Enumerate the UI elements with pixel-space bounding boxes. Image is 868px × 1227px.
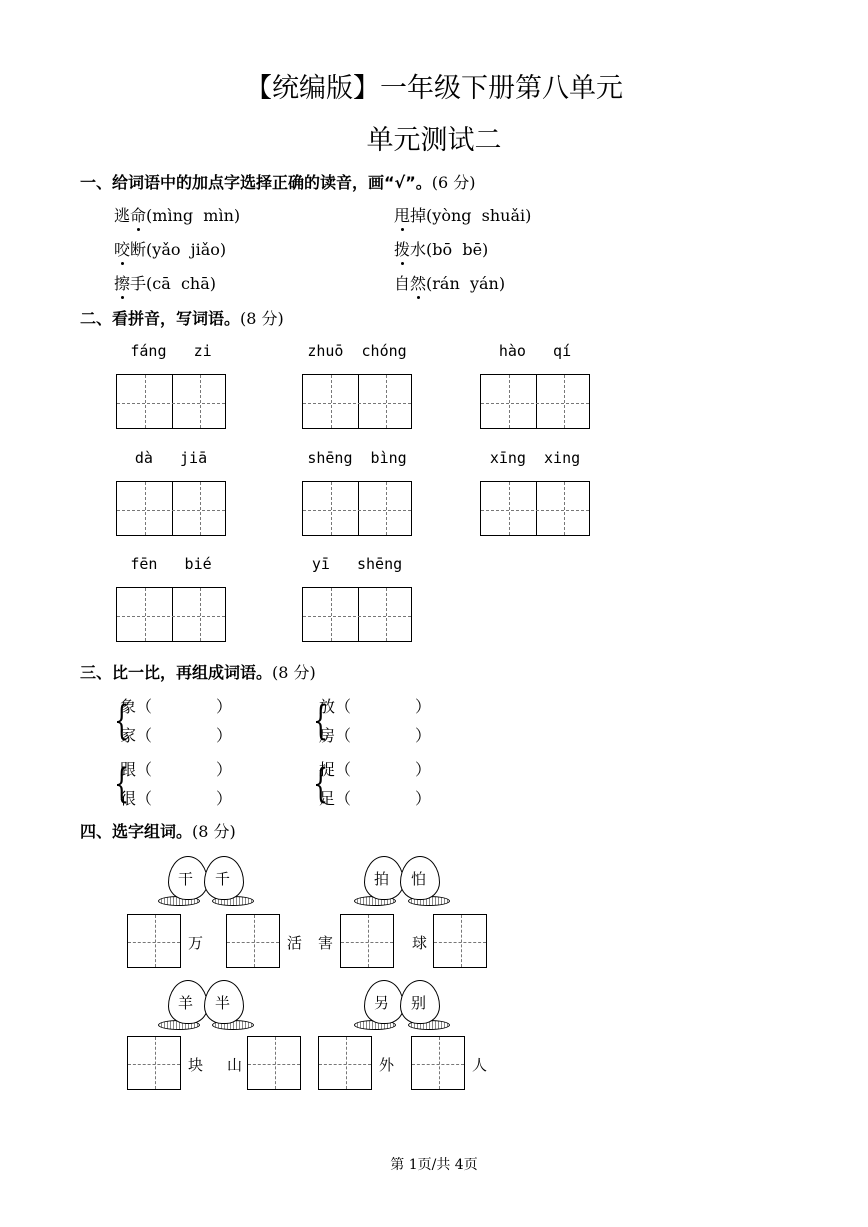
choice-char: 拍 (374, 870, 390, 888)
blank-close: ） (415, 789, 432, 808)
grid-dash (200, 375, 201, 428)
pinyin-options[interactable]: (rán yán) (426, 274, 506, 293)
grid-dash (254, 915, 255, 967)
grid-dash (155, 915, 156, 967)
compare-row (120, 755, 232, 784)
given-char: 山 (227, 1056, 243, 1074)
grid-separator (358, 375, 359, 428)
grid-separator (172, 375, 173, 428)
grid-dash (481, 403, 589, 404)
writing-grid[interactable] (302, 374, 412, 429)
compare-row (319, 721, 431, 750)
grid-dash (331, 588, 332, 641)
grid-dash (386, 375, 387, 428)
grid-dash (145, 482, 146, 535)
grid-separator (536, 375, 537, 428)
grid-dash (128, 1064, 180, 1065)
word-char: 掉 (410, 206, 427, 225)
compare-row (120, 692, 232, 721)
answer-box[interactable] (318, 1036, 372, 1090)
section-4-heading: 四、选字组词。(8 分) (80, 822, 236, 841)
grid-dash (200, 482, 201, 535)
pinyin-options[interactable]: (cā chā) (146, 274, 216, 293)
section-2-heading: 二、看拼音，写词语。(8 分) (80, 309, 284, 328)
section-3-heading: 三、比一比，再组成词语。(8 分) (80, 663, 316, 682)
grid-separator (536, 482, 537, 535)
answer-box[interactable] (340, 914, 394, 968)
grid-dash (412, 1064, 464, 1065)
choice-char: 千 (215, 870, 231, 888)
compare-row (120, 721, 232, 750)
grid-dash (248, 1064, 300, 1065)
compare-row (319, 755, 431, 784)
pronunciation-item (394, 203, 531, 226)
grid-dash (155, 1037, 156, 1089)
compare-row (120, 784, 232, 813)
blank-close: ） (415, 760, 432, 779)
grid-dash (434, 942, 486, 943)
grid-dash (200, 588, 201, 641)
grid-dash (275, 1037, 276, 1089)
blank-close: ） (216, 726, 233, 745)
word-char: 逃 (114, 206, 131, 225)
writing-grid[interactable] (116, 374, 226, 429)
pinyin-label: dà jiā (134, 449, 208, 467)
brace-mark: { (114, 761, 130, 807)
grid-dash (303, 510, 411, 511)
choice-char: 怕 (411, 870, 427, 888)
answer-box[interactable] (226, 914, 280, 968)
pinyin-label: xīng xing (489, 449, 581, 467)
brace-mark: { (114, 698, 130, 744)
answer-box[interactable] (127, 1036, 181, 1090)
page-footer: 第 1页/共 4页 (390, 1157, 478, 1173)
grid-dash (331, 375, 332, 428)
grid-dash (227, 942, 279, 943)
grid-dash (341, 942, 393, 943)
blank-close: ） (216, 789, 233, 808)
answer-box[interactable] (433, 914, 487, 968)
compare-row (319, 692, 431, 721)
choice-char: 另 (374, 994, 390, 1012)
word-char: 然 (410, 274, 427, 293)
word-char: 自 (394, 274, 411, 293)
given-char: 块 (188, 1056, 204, 1074)
peach-choice (354, 856, 450, 908)
word-char: 断 (130, 240, 147, 259)
grid-dash (564, 375, 565, 428)
peach-choice (158, 980, 254, 1032)
given-char: 人 (472, 1056, 488, 1074)
compare-char: 放（ (319, 697, 352, 716)
writing-grid[interactable] (302, 587, 412, 642)
pinyin-options[interactable]: (yǎo jiǎo) (146, 240, 227, 259)
given-char: 害 (318, 934, 334, 952)
choice-char: 羊 (178, 994, 194, 1012)
pinyin-label: fēn bié (130, 555, 212, 573)
pinyin-label: fáng zi (130, 342, 212, 360)
page-subtitle: 单元测试二 (366, 125, 502, 156)
grid-dash (386, 588, 387, 641)
word-char: 咬 (114, 240, 131, 259)
pronunciation-item (114, 203, 240, 226)
page-title: 【统编版】一年级下册第八单元 (245, 73, 623, 104)
section-1-heading: 一、给词语中的加点字选择正确的读音，画“√”。(6 分) (80, 173, 476, 192)
grid-dash (145, 375, 146, 428)
grid-dash (386, 482, 387, 535)
grid-dash (368, 915, 369, 967)
pinyin-options[interactable]: (yòng shuǎi) (426, 206, 532, 225)
grid-dash (331, 482, 332, 535)
choice-char: 别 (411, 994, 427, 1012)
pronunciation-item (394, 271, 505, 294)
peach-choice (158, 856, 254, 908)
grid-dash (145, 588, 146, 641)
grid-dash (117, 403, 225, 404)
word-char: 甩 (394, 206, 411, 225)
pinyin-label: yī shēng (311, 555, 403, 573)
compare-char: 很（ (120, 789, 153, 808)
choice-char: 半 (215, 994, 231, 1012)
given-char: 万 (188, 934, 204, 952)
pronunciation-item (114, 237, 226, 260)
answer-box[interactable] (127, 914, 181, 968)
compare-char: 家（ (120, 726, 153, 745)
choice-char: 干 (178, 870, 194, 888)
grid-separator (358, 482, 359, 535)
compare-char: 房（ (319, 726, 352, 745)
pinyin-options[interactable]: (bō bē) (426, 240, 489, 259)
pinyin-label: shēng bìng (307, 449, 407, 467)
pinyin-options[interactable]: (mìng mìn) (146, 206, 241, 225)
grid-dash (439, 1037, 440, 1089)
grid-dash (564, 482, 565, 535)
brace-mark: { (313, 698, 329, 744)
writing-grid[interactable] (116, 587, 226, 642)
peach-choice (354, 980, 450, 1032)
blank-close: ） (216, 697, 233, 716)
writing-grid[interactable] (480, 374, 590, 429)
compare-char: 象（ (120, 697, 153, 716)
compare-char: 足（ (319, 789, 352, 808)
grid-separator (358, 588, 359, 641)
pinyin-label: zhuō chóng (307, 342, 407, 360)
compare-row (319, 784, 431, 813)
grid-dash (117, 510, 225, 511)
grid-separator (172, 588, 173, 641)
pinyin-label: hào qí (498, 342, 572, 360)
answer-box[interactable] (247, 1036, 301, 1090)
word-char: 手 (130, 274, 147, 293)
compare-char: 跟（ (120, 760, 153, 779)
grid-dash (481, 510, 589, 511)
word-char: 命 (130, 206, 147, 225)
given-char: 活 (287, 934, 303, 952)
word-char: 水 (410, 240, 427, 259)
given-char: 外 (379, 1056, 395, 1074)
compare-char: 捉（ (319, 760, 352, 779)
blank-close: ） (415, 726, 432, 745)
given-char: 球 (412, 934, 428, 952)
grid-dash (509, 375, 510, 428)
pronunciation-item (114, 271, 216, 294)
grid-dash (303, 403, 411, 404)
grid-dash (461, 915, 462, 967)
word-char: 拨 (394, 240, 411, 259)
writing-grid[interactable] (480, 481, 590, 536)
grid-dash (346, 1037, 347, 1089)
grid-dash (319, 1064, 371, 1065)
word-char: 擦 (114, 274, 131, 293)
answer-box[interactable] (411, 1036, 465, 1090)
grid-separator (172, 482, 173, 535)
grid-dash (128, 942, 180, 943)
blank-close: ） (415, 697, 432, 716)
grid-dash (117, 616, 225, 617)
blank-close: ） (216, 760, 233, 779)
writing-grid[interactable] (302, 481, 412, 536)
grid-dash (509, 482, 510, 535)
writing-grid[interactable] (116, 481, 226, 536)
brace-mark: { (313, 761, 329, 807)
grid-dash (303, 616, 411, 617)
pronunciation-item (394, 237, 488, 260)
